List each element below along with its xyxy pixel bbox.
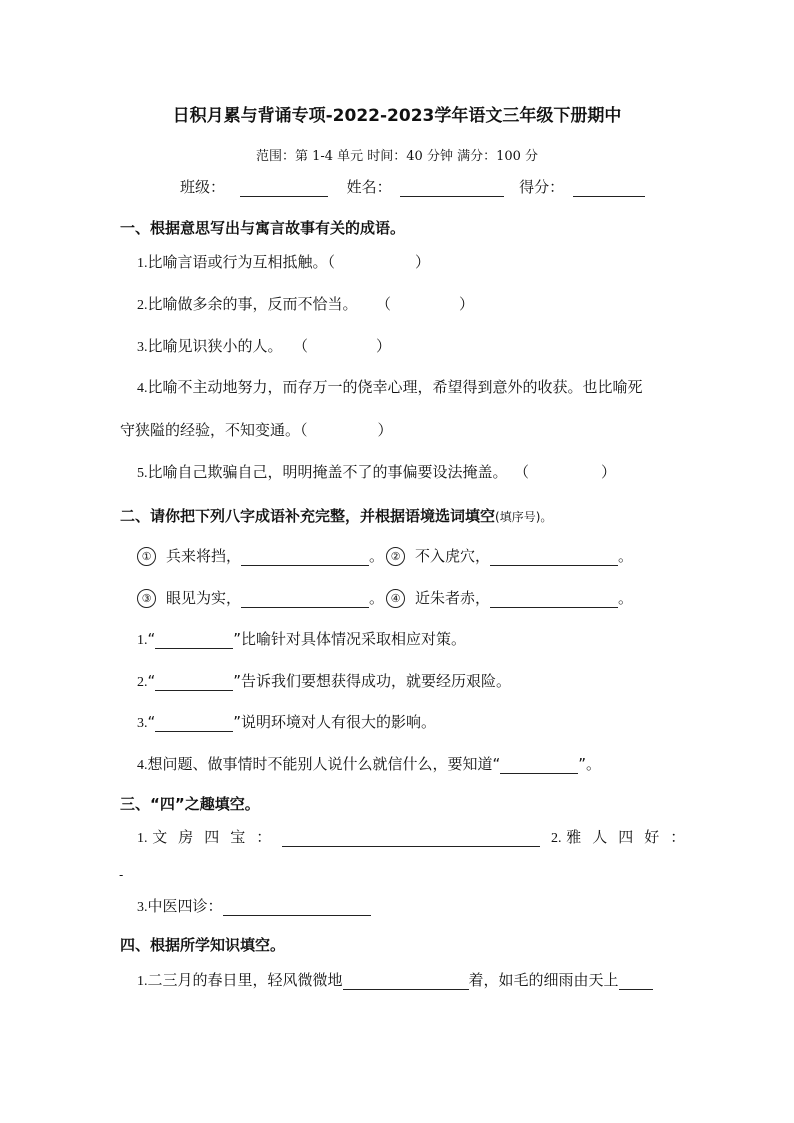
idiom-row-1 [137, 545, 633, 566]
s1-question-4-cont [120, 419, 393, 440]
s2-sentence-1 [137, 628, 466, 649]
idiom-text: 近朱者赤， [415, 589, 491, 607]
period: 。 [369, 547, 385, 565]
question-text: 守狭隘的经验，不知变通。（ [120, 421, 308, 439]
question-text: 比喻见识狭小的人。 [147, 337, 283, 355]
idiom-blank-1[interactable] [241, 549, 369, 566]
open-paren: （ [383, 295, 392, 313]
idiom-row-2 [137, 587, 633, 608]
close-paren: ） [601, 463, 617, 481]
open-quote: “ [147, 672, 156, 690]
open-paren: （ [521, 463, 530, 481]
idiom-text: 兵来将挡， [166, 547, 242, 565]
answer-blank[interactable] [619, 973, 653, 990]
s1-question-5 [137, 461, 616, 482]
period: 。 [618, 547, 634, 565]
score-label: 得分： [519, 178, 565, 196]
continuation-dash: - [119, 868, 124, 882]
answer-blank[interactable] [223, 899, 371, 916]
class-label: 班级： [180, 178, 226, 196]
class-field[interactable] [240, 180, 328, 197]
question-text: 比喻自己欺骗自己，明明掩盖不了的事偏要设法掩盖。 [147, 463, 508, 481]
section2-heading-text: 二、请你把下列八字成语补充完整，并根据语境选词填空 [120, 507, 496, 525]
idiom-blank-2[interactable] [490, 549, 618, 566]
s4-question-1 [137, 969, 653, 990]
s1-question-4 [137, 376, 643, 397]
answer-blank[interactable] [500, 757, 578, 774]
question-text: ”告诉我们要想获得成功，就要经历艰险。 [233, 672, 512, 690]
question-number: 5. [137, 466, 148, 481]
idiom-text: 不入虎穴， [415, 547, 491, 565]
period: 。 [369, 589, 385, 607]
answer-blank[interactable] [282, 830, 540, 847]
circled-number-3: ③ [137, 589, 156, 608]
answer-blank[interactable] [155, 715, 233, 732]
s1-question-2 [137, 293, 474, 314]
question-number: 2. [137, 675, 148, 690]
s3-question-3 [137, 895, 371, 916]
question-number: 3. [137, 340, 148, 355]
close-quote: ”。 [578, 755, 602, 773]
question-text: 中医四诊： [147, 897, 223, 915]
circled-number-4: ④ [386, 589, 405, 608]
section2-heading [120, 505, 552, 526]
question-text: 比喻不主动地努力，而存万一的侥幸心理，希望得到意外的收获。也比喻死 [147, 378, 643, 396]
idiom-text: 眼见为实， [166, 589, 242, 607]
section2-heading-note: (填序号)。 [495, 510, 553, 524]
close-paren: ） [459, 295, 475, 313]
question-text: 比喻言语或行为互相抵触。（ [147, 253, 336, 271]
s3-question-2 [551, 826, 696, 847]
s1-question-3 [137, 335, 391, 356]
circled-number-1: ① [137, 547, 156, 566]
student-info-row [180, 176, 645, 197]
s2-sentence-4 [137, 753, 601, 774]
s3-question-1 [137, 826, 540, 847]
idiom-blank-4[interactable] [490, 591, 618, 608]
question-number: 1. [137, 974, 148, 989]
circled-number-2: ② [386, 547, 405, 566]
open-quote: “ [147, 630, 156, 648]
name-field[interactable] [400, 180, 504, 197]
question-text: 着，如毛的细雨由天上 [468, 971, 619, 989]
question-text: 二三月的春日里，轻风微微地 [147, 971, 343, 989]
answer-blank[interactable] [155, 674, 233, 691]
exam-meta: 范围：第 1-4 单元 时间：40 分钟 满分：100 分 [255, 149, 539, 164]
section4-heading: 四、根据所学知识填空。 [120, 936, 286, 954]
s2-sentence-3 [137, 711, 436, 732]
question-text: ”说明环境对人有很大的影响。 [233, 713, 437, 731]
close-paren: ） [377, 421, 393, 439]
idiom-blank-3[interactable] [241, 591, 369, 608]
answer-blank[interactable] [343, 973, 469, 990]
question-text: 比喻做多余的事，反而不恰当。 [147, 295, 358, 313]
question-text: 想问题、做事情时不能别人说什么就信什么，要知道“ [147, 755, 501, 773]
question-number: 1. [137, 256, 148, 271]
close-paren: ） [376, 337, 392, 355]
question-number: 3. [137, 900, 148, 915]
question-number: 2. [137, 298, 148, 313]
question-number: 1. [137, 633, 148, 648]
question-text: 文房四宝： [152, 828, 283, 846]
period: 。 [618, 589, 634, 607]
close-paren: ） [415, 253, 431, 271]
answer-blank[interactable] [155, 632, 233, 649]
question-number: 3. [137, 716, 148, 731]
section3-heading: 三、“四”之趣填空。 [120, 795, 260, 813]
s1-question-1 [137, 251, 430, 272]
s2-sentence-2 [137, 670, 511, 691]
open-paren: （ [300, 337, 309, 355]
name-label: 姓名： [346, 178, 392, 196]
open-quote: “ [147, 713, 156, 731]
section1-heading: 一、根据意思写出与寓言故事有关的成语。 [120, 219, 406, 237]
question-text: 雅人四好： [566, 828, 697, 846]
question-number: 4. [137, 381, 148, 396]
question-text: ”比喻针对具体情况采取相应对策。 [233, 630, 467, 648]
question-number: 4. [137, 758, 148, 773]
page-title: 日积月累与背诵专项-2022-2023学年语文三年级下册期中 [172, 106, 622, 126]
score-field[interactable] [573, 180, 645, 197]
question-number: 2. [551, 831, 562, 846]
question-number: 1. [137, 831, 148, 846]
